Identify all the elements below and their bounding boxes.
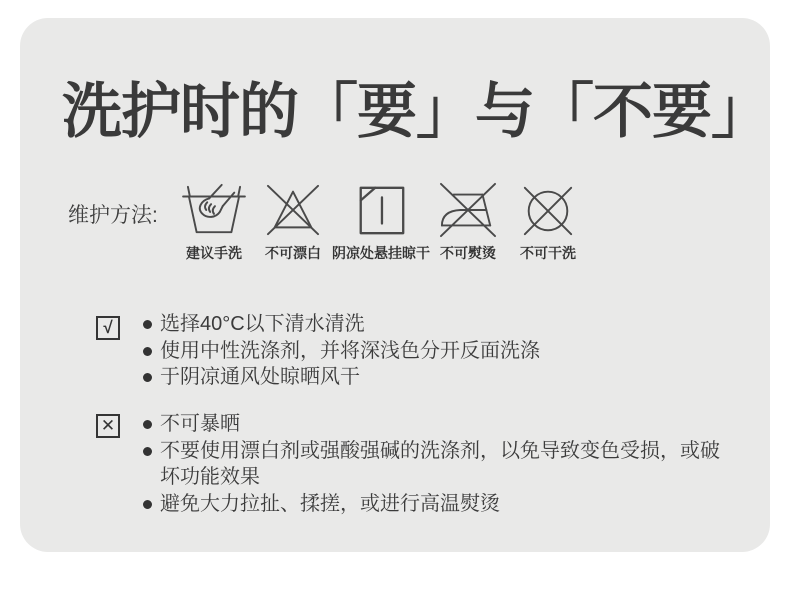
list-item [143,411,735,438]
care-symbol-label: 不可干洗 [520,245,576,261]
do-not-iron-icon [439,182,497,238]
donts-list [143,411,735,517]
list-item-text: 不可暴晒 [160,413,240,435]
list-item-text: 使用中性洗涤剂，并将深浅色分开反面洗涤 [160,339,540,362]
bullet-icon [143,373,152,382]
care-symbol-do-not-bleach [264,182,322,263]
bullet-icon [143,500,152,509]
do-not-dry-clean-icon [519,182,577,238]
do-not-bleach-icon [264,182,322,238]
page-title: 洗护时的「要」与「不要」 [62,78,770,145]
hand-wash-icon [181,182,247,238]
list-item-text: 不要使用漂白剂或强酸强碱的洗涤剂，以免导致变色受损，或破坏功能效果 [160,439,720,488]
list-item [143,438,735,491]
list-item [143,311,735,338]
care-symbol-label: 阴凉处悬挂晾干 [332,245,430,261]
list-item [143,338,735,365]
care-symbol-do-not-dry-clean [519,182,577,263]
care-symbol-hang-dry-in-shade [332,182,430,263]
care-methods-label: 维护方法: [68,204,158,227]
care-panel [20,18,770,552]
care-symbol-do-not-iron [439,182,497,263]
list-item-text: 避免大力拉扯、揉搓，或进行高温熨烫 [160,492,500,515]
dos-checkbox [96,316,120,340]
list-item [143,364,735,391]
list-item [143,491,735,518]
list-item-text: 选择40°C以下清水清洗 [160,313,365,335]
bullet-icon [143,447,152,456]
list-item-text: 于阴凉通风处晾晒风干 [160,366,360,388]
hang-dry-in-shade-icon [352,182,410,238]
bullet-icon [143,420,152,429]
bullet-icon [143,320,152,329]
care-symbol-label: 不可熨烫 [440,245,496,261]
care-symbol-label: 建议手洗 [186,245,242,261]
care-symbol-label: 不可漂白 [265,245,321,261]
cross-icon: ✕ [100,416,116,435]
donts-checkbox [96,414,120,438]
dos-list [143,311,735,391]
bullet-icon [143,347,152,356]
care-symbol-hand-wash [181,182,247,263]
check-icon: √ [103,318,113,337]
